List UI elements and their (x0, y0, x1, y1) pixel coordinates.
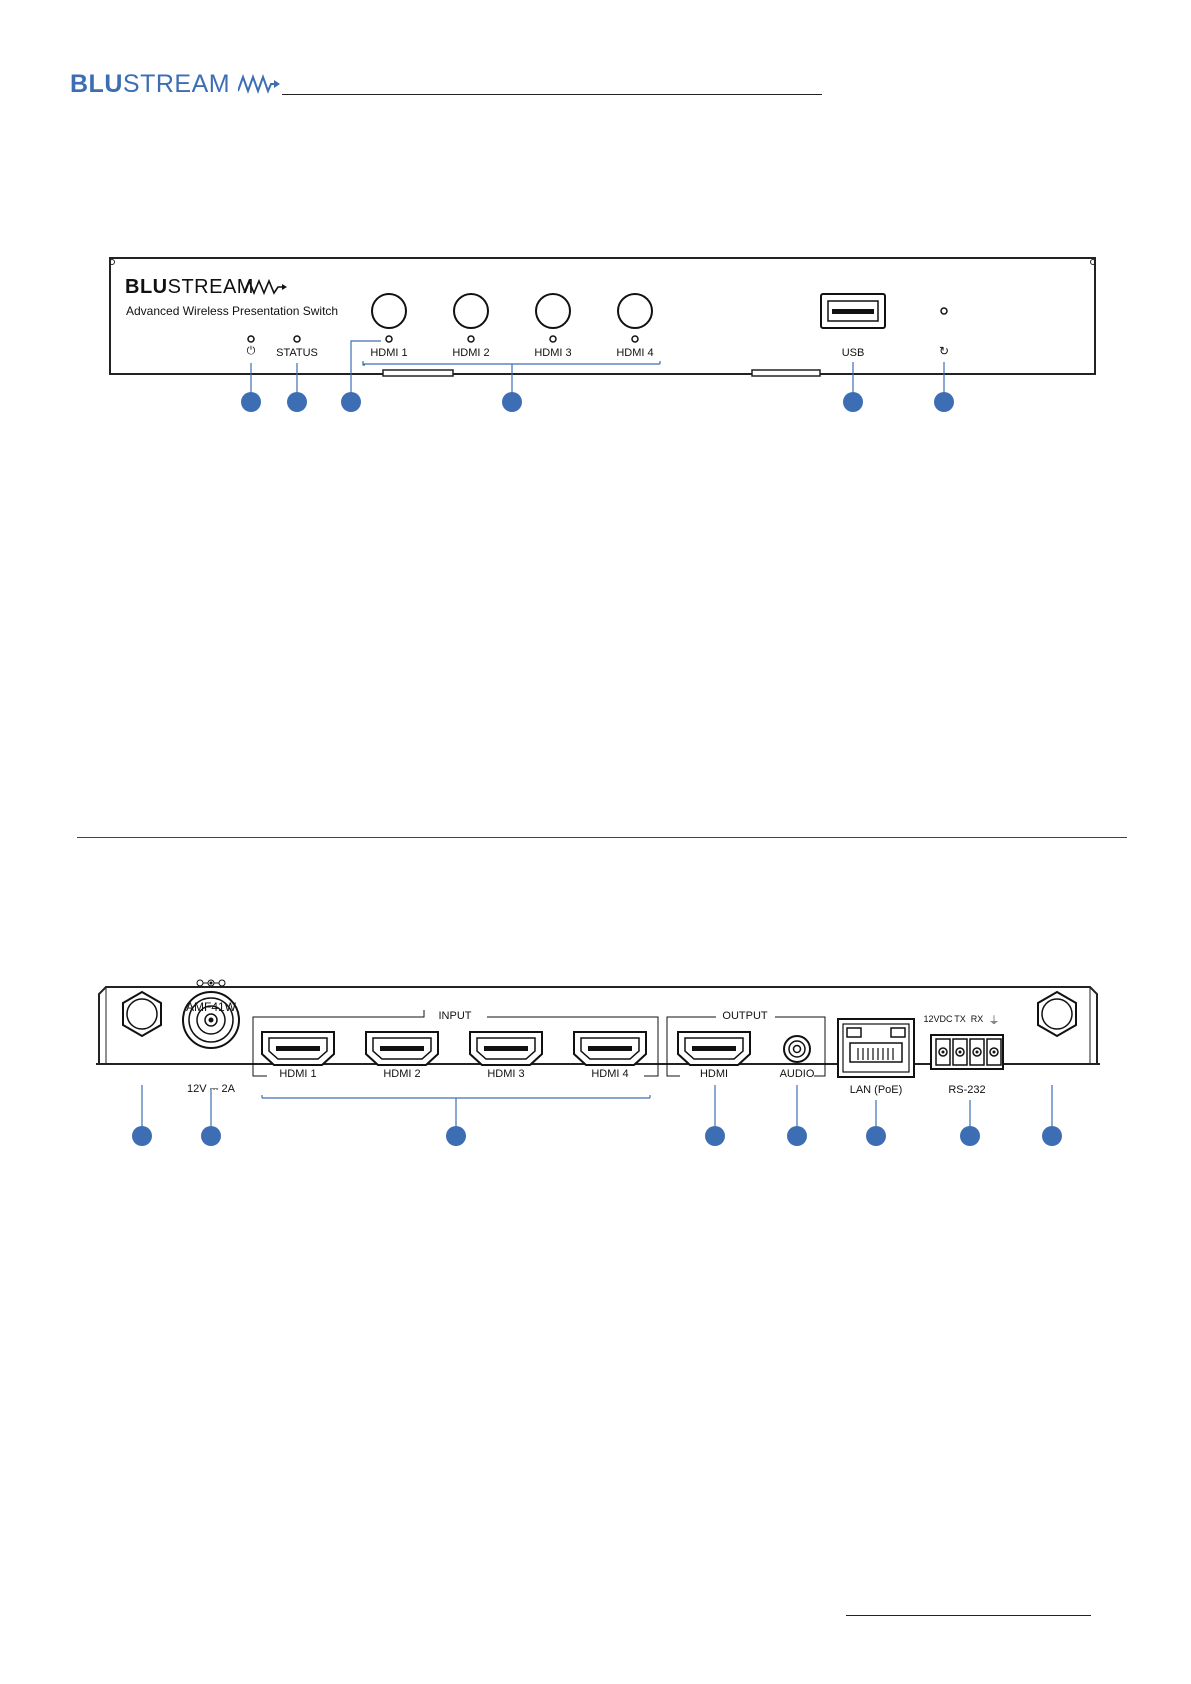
hdmi-input-2-port-icon (366, 1032, 438, 1065)
rear-model-label: AMF41W (185, 1000, 237, 1014)
rear-hdmi1-label: HDMI 1 (279, 1068, 317, 1080)
hdmi2-button-label: HDMI 2 (452, 347, 490, 359)
rear-callout-5 (787, 1126, 807, 1146)
hdmi3-button-label: HDMI 3 (534, 347, 572, 359)
lan-port-label: LAN (PoE) (849, 1084, 903, 1096)
rear-callout-6 (866, 1126, 886, 1146)
rear-hdmi4-label: HDMI 4 (591, 1068, 629, 1080)
audio-jack-icon (784, 1036, 810, 1062)
front-foot-right (752, 370, 820, 376)
front-panel-logo: BLUSTREAM (125, 276, 254, 298)
reset-label: ↻ (938, 344, 950, 358)
front-callout-6 (934, 392, 954, 412)
reset-pinhole-icon (941, 308, 947, 314)
rear-callout-3 (446, 1126, 466, 1146)
usb-port-label: USB (841, 347, 865, 359)
footer-rule (846, 1615, 1091, 1616)
hdmi-output-label: HDMI (699, 1068, 729, 1080)
rs232-tx-label: TX (954, 1014, 966, 1024)
right-hex-screw-icon (1038, 992, 1076, 1036)
left-hex-screw-icon (123, 992, 161, 1036)
power-led-icon (248, 336, 254, 342)
input-group-label: INPUT (438, 1010, 472, 1022)
front-callout-4 (502, 392, 522, 412)
usb-port-icon (821, 294, 885, 328)
hdmi-output-port-icon (678, 1032, 750, 1065)
front-callout-1 (241, 392, 261, 412)
power-rating-label: 12V ⎓ 2A (187, 1083, 235, 1095)
rear-callout-1 (132, 1126, 152, 1146)
rs232-ground-icon: ⏚ (988, 1015, 1000, 1027)
rear-hdmi3-label: HDMI 3 (487, 1068, 525, 1080)
hdmi4-led-icon (632, 336, 638, 342)
front-callout-3 (341, 392, 361, 412)
audio-output-label: AUDIO (779, 1068, 815, 1080)
rear-callout-4 (705, 1126, 725, 1146)
rear-hdmi2-label: HDMI 2 (383, 1068, 421, 1080)
status-led-icon (294, 336, 300, 342)
status-led-label: STATUS (276, 347, 318, 359)
front-panel-diagram (0, 0, 1191, 420)
hdmi1-led-icon (386, 336, 392, 342)
hdmi3-led-icon (550, 336, 556, 342)
rear-callout-7 (960, 1126, 980, 1146)
rs232-rx-label: RX (970, 1014, 984, 1024)
output-group-label: OUTPUT (722, 1010, 768, 1022)
rs232-label: RS-232 (948, 1084, 986, 1096)
rear-panel-diagram (0, 960, 1191, 1160)
rear-callout-2 (201, 1126, 221, 1146)
hdmi4-button-label: HDMI 4 (616, 347, 654, 359)
hdmi4-button[interactable] (618, 294, 652, 328)
hdmi2-led-icon (468, 336, 474, 342)
front-callout-5 (843, 392, 863, 412)
front-panel-model-name: Advanced Wireless Presentation Switch (126, 304, 339, 318)
hdmi-input-1-port-icon (262, 1032, 334, 1065)
polarity-symbol-icon (197, 980, 225, 986)
front-callout-2 (287, 392, 307, 412)
hdmi1-button-label: HDMI 1 (370, 347, 408, 359)
hdmi-input-4-port-icon (574, 1032, 646, 1065)
hdmi3-button[interactable] (536, 294, 570, 328)
hdmi2-button[interactable] (454, 294, 488, 328)
hdmi1-button[interactable] (372, 294, 406, 328)
front-foot-left (383, 370, 453, 376)
rear-callout-8 (1042, 1126, 1062, 1146)
rs232-terminal-icon (931, 1035, 1003, 1069)
lan-port-icon (838, 1019, 914, 1077)
power-led-label: ⏻ (246, 345, 256, 357)
rs232-12vdc-label: 12VDC (923, 1014, 953, 1024)
section-separator (77, 837, 1127, 838)
hdmi-input-3-port-icon (470, 1032, 542, 1065)
header-logo: BLUSTREAM (70, 70, 280, 99)
